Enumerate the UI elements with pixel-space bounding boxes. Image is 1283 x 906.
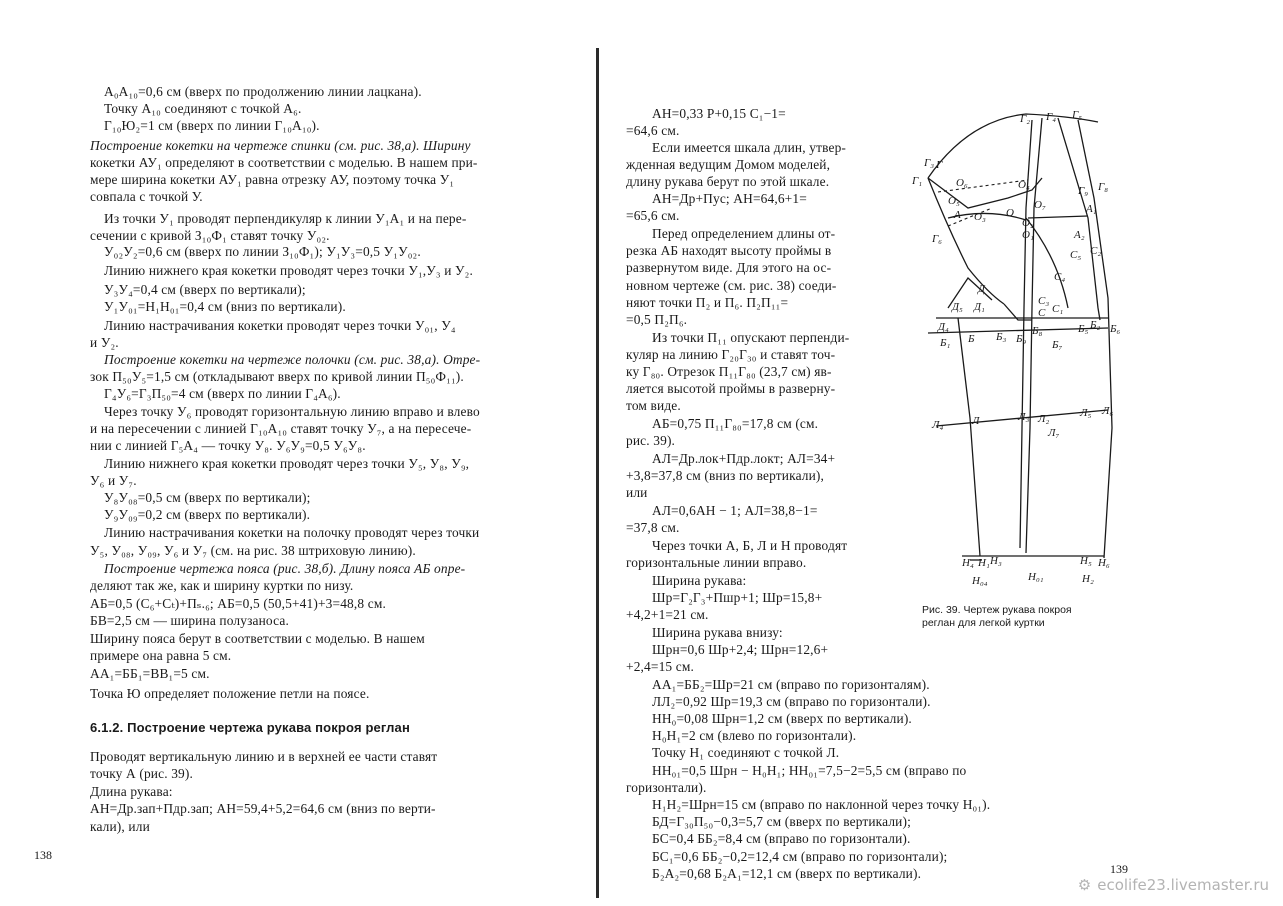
- right-page-text-line: или: [626, 485, 648, 500]
- figure-label-g4: Г₄: [1046, 111, 1057, 123]
- left-page-text-line: 6.1.2. Построение чертежа рукава покроя реглан: [90, 720, 410, 735]
- figure-label-o2: О₂: [1022, 217, 1034, 229]
- right-page-text-line: АН=Др+Пус; АН=64,6+1=: [652, 191, 807, 206]
- figure-label-h04: Н₀₄: [972, 575, 988, 587]
- left-page-text-line: и У₂.: [90, 335, 119, 350]
- left-page-text-line: кали), или: [90, 819, 150, 834]
- figure-label-c1: С₁: [1052, 303, 1064, 315]
- right-page-text-line: =0,5 П₂П₆.: [626, 312, 688, 327]
- figure-label-h5: Н₅: [1080, 555, 1092, 567]
- right-page-text-line: НН₀=0,08 Шрн=1,2 см (вверх по вертикали).: [652, 711, 912, 726]
- right-page-text-line: =37,8 см.: [626, 520, 680, 535]
- left-page-text-line: Построение кокетки на чертеже спинки (см. рис. 38,а). Ширину: [90, 138, 471, 153]
- right-page-text-line: БД=Г₃₀П₅₀−0,3=5,7 см (вверх по вертикали);: [652, 814, 911, 829]
- left-page-text-line: У₆ и У₇.: [90, 473, 137, 488]
- figure-label-c2: С₂: [1090, 245, 1102, 257]
- figure-label-o3: О₃: [974, 211, 986, 223]
- figure-label-o6: О₆: [956, 177, 968, 189]
- right-page-text-line: Перед определением длины от-: [652, 226, 836, 241]
- figure-label-h3: Н₃: [990, 555, 1002, 567]
- right-page-text-line: АЛ=0,6АН − 1; АЛ=38,8−1=: [652, 503, 818, 518]
- figure-label-a1: А₁: [1086, 203, 1097, 215]
- figure-label-a: А: [954, 209, 961, 221]
- right-page-text-line: Ширина рукава внизу:: [652, 625, 783, 640]
- figure-label-l7: Л₇: [1048, 427, 1060, 439]
- right-page-text-line: Шрн=0,6 Шр+2,4; Шрн=12,6+: [652, 642, 829, 657]
- right-page-text-line: АБ=0,75 П₁₁Г₈₀=17,8 см (см.: [652, 416, 819, 431]
- left-page-text-line: и на пересечении с линией Г₁₀А₁₀ ставят точку У₇, а на пересече-: [90, 421, 472, 436]
- figure-label-d4: Д₄: [938, 321, 949, 333]
- left-page-text-line: Г₁₀Ю₂=1 см (вверх по линии Г₁₀А₁₀).: [104, 118, 320, 133]
- figure-label-g1: Г₁: [912, 175, 923, 187]
- right-page-text-line: АН=0,33 Р+0,15 С₁−1=: [652, 106, 786, 121]
- figure-caption-line-1: Рис. 39. Чертеж рукава покроя: [922, 604, 1072, 616]
- right-page-text-line: +4,2+1=21 см.: [626, 607, 709, 622]
- left-page-text-line: У₃У₄=0,4 см (вверх по вертикали);: [104, 282, 306, 297]
- figure-label-o4: О₄: [1018, 179, 1030, 191]
- right-page-text-line: =65,6 см.: [626, 208, 680, 223]
- right-page-text-line: ку Г₈₀. Отрезок П₁₁Г₈₀ (23,7 см) яв-: [626, 364, 832, 379]
- figure-label-c5: С₅: [1070, 249, 1082, 261]
- figure-label-g8: Г₈: [1098, 181, 1109, 193]
- left-page-text-line: Построение чертежа пояса (рис. 38,б). Длину пояса АБ опре-: [104, 561, 466, 576]
- figure-caption: [922, 604, 1072, 630]
- left-page-text-line: точку А (рис. 39).: [90, 766, 193, 781]
- right-page-text-line: Из точки П₁₁ опускают перпенди-: [652, 330, 850, 345]
- left-page-text-line: Проводят вертикальную линию и в верхней ее части ставят: [90, 749, 438, 764]
- left-page-text-line: деляют так же, как и ширину куртки по низу.: [90, 578, 354, 593]
- figure-label-b9: Б₉: [1016, 333, 1027, 345]
- left-page-text-line: Построение кокетки на чертеже полочки (см. рис. 38,а). Отре-: [104, 352, 481, 367]
- right-page-text-line: развернутом виде. Для этого на ос-: [626, 260, 832, 275]
- figure-label-o7: О₇: [1034, 199, 1046, 211]
- left-page-text-line: нии с линией Г₅А₄ — точку У₈. У₆У₉=0,5 У₆У₈.: [90, 438, 366, 453]
- figure-label-c: С: [1038, 307, 1046, 319]
- left-page-text-line: Линию настрачивания кокетки проводят через точки У₀₁, У₄: [104, 318, 456, 333]
- figure-label-g2: Г₂: [1020, 113, 1031, 125]
- figure-label-d1: Д₁: [974, 301, 985, 313]
- left-page-text-line: Через точку У₆ проводят горизонтальную линию вправо и влево: [104, 404, 480, 419]
- figure-label-o1: О₁: [1022, 229, 1034, 241]
- right-page-text-line: новном чертеже (см. рис. 38) соеди-: [626, 278, 837, 293]
- left-page-text-line: Ширину пояса берут в соответствии с моделью. В нашем: [90, 631, 425, 646]
- figure-label-h1: Н₁: [978, 557, 990, 569]
- figure-label-g5: Г₅: [1072, 109, 1083, 121]
- figure-label-o: О: [1006, 207, 1014, 219]
- left-page-text-line: У₈У₀₈=0,5 см (вверх по вертикали);: [104, 490, 311, 505]
- left-page-text-line: АН=Др.зап+Пдр.зап; АН=59,4+5,2=64,6 см (вниз по верти-: [90, 801, 436, 816]
- gear-icon: ⚙: [1077, 876, 1092, 894]
- right-page-text-line: горизонтали).: [626, 780, 707, 795]
- figure-caption-line-2: реглан для легкой куртки: [922, 617, 1045, 629]
- left-page-text-line: Из точки У₁ проводят перпендикуляр к линии У₁А₁ и на пере-: [104, 211, 467, 226]
- figure-label-g6: Г₆: [932, 233, 943, 245]
- figure-label-h4: Н₄: [962, 557, 974, 569]
- right-page-text-line: АЛ=Др.лок+Пдр.локт; АЛ=34+: [652, 451, 836, 466]
- left-page-text-line: Линию настрачивания кокетки на полочку проводят через точки: [104, 525, 480, 540]
- figure-label-l5: Л₅: [1080, 407, 1092, 419]
- left-page-text-line: Точку А₁₀ соединяют с точкой А₆.: [104, 101, 302, 116]
- figure-label-h2: Н₂: [1082, 573, 1094, 585]
- right-page-text-line: БС=0,4 ББ₂=8,4 см (вправо по горизонтали).: [652, 831, 911, 846]
- right-page-text-line: Ширина рукава:: [652, 573, 747, 588]
- right-page-text-line: =64,6 см.: [626, 123, 680, 138]
- sleeve-pattern-figure: [908, 108, 1126, 598]
- figure-label-o5: О₅: [948, 195, 960, 207]
- figure-label-b: Б: [968, 333, 975, 345]
- figure-label-b2: Б₂: [1090, 319, 1101, 331]
- figure-label-g: Г: [936, 159, 943, 171]
- right-page-text-line: няют точки П₂ и П₆. П₂П₁₁=: [626, 295, 789, 310]
- figure-label-d: Д: [978, 283, 985, 295]
- left-page-text-line: Точка Ю определяет положение петли на поясе.: [90, 686, 370, 701]
- left-page-text-line: кокетки АУ₁ определяют в соответствии с моделью. В нашем при-: [90, 155, 478, 170]
- figure-label-h01: Н₀₁: [1028, 571, 1044, 583]
- right-page-text-line: Н₀Н₁=2 см (влево по горизонтали).: [652, 728, 857, 743]
- figure-label-b3: Б₃: [996, 331, 1007, 343]
- right-page-text-line: том виде.: [626, 398, 681, 413]
- figure-label-b8: Б₈: [1032, 325, 1043, 337]
- right-page-text-line: горизонтальные линии вправо.: [626, 555, 807, 570]
- left-page-text-line: совпала с точкой У.: [90, 189, 203, 204]
- right-page-text-line: Точку Н₁ соединяют с точкой Л.: [652, 745, 840, 760]
- right-page-text-line: БС₁=0,6 ББ₂−0,2=12,4 см (вправо по горизонтали);: [652, 849, 948, 864]
- figure-label-b7: Б₇: [1052, 339, 1063, 351]
- left-page-text-line: У₅, У₀₈, У₀₉, У₆ и У₇ (см. на рис. 38 штриховую линию).: [90, 543, 416, 558]
- left-page-text-line: зок П₅₀У₅=1,5 см (откладывают вверх по кривой линии П₅₀Ф₁₁).: [90, 369, 464, 384]
- figure-label-l4: Л₄: [932, 419, 944, 431]
- right-page-text-line: НН₀₁=0,5 Шрн − Н₀Н₁; НН₀₁=7,5−2=5,5 см (вправо по: [652, 763, 967, 778]
- right-page-text-line: Шр=Г₂Г₃+Пшр+1; Шр=15,8+: [652, 590, 823, 605]
- figure-label-l6: Л₆: [1102, 405, 1114, 417]
- watermark: [1078, 876, 1269, 894]
- page-number-left: 138: [34, 848, 52, 862]
- left-page-text-line: У₀₂У₂=0,6 см (вверх по линии З₁₀Ф₁); У₁У₃=0,5 У₁У₀₂.: [104, 244, 421, 259]
- right-page-text-line: ляется высотой проймы в разверну-: [626, 381, 836, 396]
- figure-label-g9: Г₉: [1078, 185, 1089, 197]
- right-page-text-line: жденная ведущим Домом моделей,: [626, 157, 831, 172]
- right-page-text-line: Н₁Н₂=Шрн=15 см (вправо по наклонной через точку Н₀₁).: [652, 797, 991, 812]
- figure-label-h6: Н₆: [1098, 557, 1110, 569]
- left-page-text-line: Г₄У₆=Г₃П₅₀=4 см (вверх по линии Г₄А₆).: [104, 386, 341, 401]
- figure-label-l3: Л₃: [1018, 411, 1030, 423]
- right-page-text-line: Через точки А, Б, Л и Н проводят: [652, 538, 848, 553]
- page-number-right: 139: [1110, 862, 1128, 876]
- figure-label-c4: С₄: [1054, 271, 1066, 283]
- left-page-text-line: примере она равна 5 см.: [90, 648, 232, 663]
- right-page-text-line: ЛЛ₂=0,92 Шр=19,3 см (вправо по горизонтали).: [652, 694, 931, 709]
- book-spine: [596, 48, 599, 898]
- left-page-text-line: АА₁=ББ₁=ВВ₁=5 см.: [90, 666, 210, 681]
- figure-label-l: Л: [972, 415, 980, 427]
- figure-label-a2: А₂: [1074, 229, 1085, 241]
- left-page-text-line: Линию нижнего края кокетки проводят через точки У₅, У₈, У₉,: [104, 456, 470, 471]
- figure-label-b6: Б₆: [1110, 323, 1121, 335]
- left-page-text-line: сечении с кривой З₁₀Ф₁ ставят точку У₀₂.: [90, 228, 330, 243]
- left-page-text-line: Линию нижнего края кокетки проводят через точки У₁,У₃ и У₂.: [104, 263, 474, 278]
- right-page-text-line: АА₁=ББ₂=Шр=21 см (вправо по горизонталям).: [652, 677, 930, 692]
- right-page-text-line: длину рукава берут по этой шкале.: [626, 174, 830, 189]
- left-page-text-line: У₉У₀₉=0,2 см (вверх по вертикали).: [104, 507, 311, 522]
- left-page-text-line: мере ширина кокетки АУ₁ равна отрезку АУ, поэтому точка У₁: [90, 172, 455, 187]
- figure-label-l2: Л₂: [1038, 413, 1050, 425]
- figure-label-b5: Б₅: [1078, 323, 1089, 335]
- right-page-text-line: +3,8=37,8 см (вниз по вертикали),: [626, 468, 825, 483]
- right-page-text-line: куляр на линию Г₂₀Г₃₀ и ставят точ-: [626, 347, 836, 362]
- left-page-text-line: Длина рукава:: [90, 784, 173, 799]
- watermark-text: ecolife23.livemaster.ru: [1097, 876, 1269, 894]
- left-page-text-line: А₀А₁₀=0,6 см (вверх по продолжению линии лацкана).: [104, 84, 422, 99]
- figure-label-g3: Г₃: [924, 157, 935, 169]
- left-page: [0, 0, 598, 906]
- left-page-text-line: У₁У₀₁=Н₁Н₀₁=0,4 см (вниз по вертикали).: [104, 299, 346, 314]
- figure-label-b1: Б₁: [940, 337, 951, 349]
- right-page-text-line: Если имеется шкала длин, утвер-: [652, 140, 847, 155]
- right-page-text-line: резка АБ находят высоту проймы в: [626, 243, 832, 258]
- figure-label-d5: Д₅: [952, 301, 963, 313]
- figure-label-c3: С₃: [1038, 295, 1050, 307]
- right-page-text-line: Б₂А₂=0,68 Б₂А₁=12,1 см (вверх по вертикали).: [652, 866, 922, 881]
- left-page-text-line: БВ=2,5 см — ширина полузаноса.: [90, 613, 289, 628]
- right-page-text-line: +2,4=15 см.: [626, 659, 694, 674]
- right-page-text-line: рис. 39).: [626, 433, 676, 448]
- left-page-text-line: АБ=0,5 (С₆+Сₜ)+Пₛ.₆; АБ=0,5 (50,5+41)+3=48,8 см.: [90, 596, 386, 611]
